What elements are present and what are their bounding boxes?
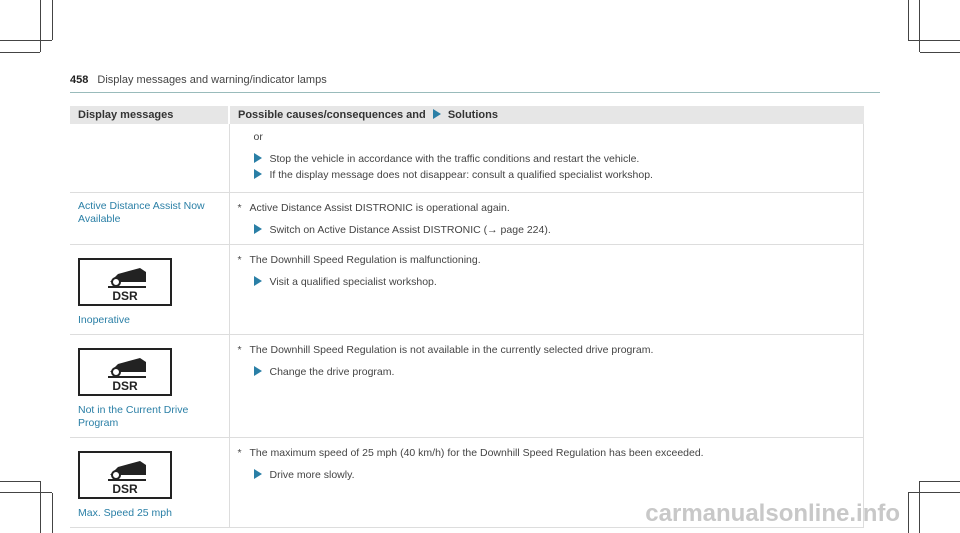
cause-item: * The Downhill Speed Regulation is malfunctioning. bbox=[237, 253, 481, 266]
cause-text: Active Distance Assist DISTRONIC is operational again. bbox=[249, 201, 510, 214]
solution-step bbox=[254, 366, 856, 379]
page-header bbox=[70, 74, 870, 90]
message-cell bbox=[70, 437, 229, 527]
crop-mark bbox=[52, 0, 53, 40]
solution-text: Change the drive program. bbox=[269, 365, 395, 378]
dsr-icon-label: DSR bbox=[112, 288, 138, 303]
message-text: Inoperative bbox=[78, 313, 130, 326]
cause-item: * The Downhill Speed Regulation is not available in the currently selected drive program. bbox=[237, 343, 654, 356]
solution-arrow-icon bbox=[254, 153, 262, 163]
header-divider bbox=[70, 92, 880, 93]
solution-text: Stop the vehicle in accordance with the traffic conditions and restart the vehicle. bbox=[269, 153, 640, 165]
message-cell bbox=[70, 124, 229, 192]
dsr-warning-icon bbox=[78, 451, 172, 499]
display-messages-table bbox=[70, 106, 864, 528]
crop-mark bbox=[919, 0, 920, 52]
message-cell bbox=[70, 192, 229, 244]
crop-mark bbox=[40, 481, 41, 533]
dsr-icon-label: DSR bbox=[112, 378, 138, 393]
column-header-solutions-text: Solutions bbox=[447, 109, 498, 121]
crop-mark bbox=[908, 0, 909, 40]
column-header-causes bbox=[229, 106, 864, 124]
message-cell bbox=[70, 334, 229, 437]
cause-cell bbox=[229, 244, 864, 334]
message-text: Active Distance Assist Now Available bbox=[78, 199, 205, 225]
solution-arrow-icon bbox=[254, 224, 262, 234]
table-row bbox=[70, 192, 864, 244]
crop-mark bbox=[908, 40, 960, 41]
crop-mark bbox=[40, 0, 41, 52]
message-text: Not in the Current Drive Program bbox=[78, 403, 189, 429]
column-header-messages: Display messages bbox=[70, 106, 229, 124]
table-row bbox=[70, 124, 864, 192]
solution-arrow-icon bbox=[254, 276, 262, 286]
table-row bbox=[70, 244, 864, 334]
cause-item: * Active Distance Assist DISTRONIC is operational again. bbox=[237, 201, 510, 214]
watermark: carmanualsonline.info bbox=[645, 500, 900, 527]
crop-mark bbox=[908, 493, 909, 533]
dsr-warning-icon bbox=[78, 348, 172, 396]
crop-mark bbox=[52, 493, 53, 533]
solution-arrow-icon bbox=[254, 169, 262, 179]
message-text: Max. Speed 25 mph bbox=[78, 506, 172, 519]
solution-text: If the display message does not disappear: consult a qualified specialist workshop. bbox=[269, 169, 653, 181]
cause-text: The Downhill Speed Regulation is not available in the currently selected drive program. bbox=[249, 343, 654, 356]
solution-text: Visit a qualified specialist workshop. bbox=[269, 275, 437, 288]
solution-step bbox=[254, 224, 856, 237]
crop-mark bbox=[0, 492, 52, 493]
cause-cell bbox=[229, 334, 864, 437]
table-row bbox=[70, 334, 864, 437]
dsr-warning-icon bbox=[78, 258, 172, 306]
crop-mark bbox=[919, 481, 920, 533]
crop-mark bbox=[920, 52, 960, 53]
dsr-icon-label: DSR bbox=[112, 481, 138, 496]
crop-mark bbox=[920, 481, 960, 482]
message-cell bbox=[70, 244, 229, 334]
page-number: 458 bbox=[70, 74, 89, 86]
solution-step bbox=[254, 169, 856, 182]
solution-step bbox=[254, 469, 856, 482]
cause-cell bbox=[229, 124, 864, 192]
column-header-causes-text: Possible causes/consequences and bbox=[238, 109, 426, 121]
or-text: or bbox=[253, 131, 263, 143]
crop-mark bbox=[908, 492, 960, 493]
cause-cell bbox=[229, 192, 864, 244]
solution-step bbox=[254, 153, 856, 166]
solution-arrow-icon bbox=[254, 366, 262, 376]
solution-text: Drive more slowly. bbox=[269, 468, 355, 481]
crop-mark bbox=[0, 481, 40, 482]
cause-text: The maximum speed of 25 mph (40 km/h) for the Downhill Speed Regulation has been exceeded. bbox=[249, 446, 704, 459]
crop-mark bbox=[0, 40, 52, 41]
solution-text: Switch on Active Distance Assist DISTRONIC (→ page 224). bbox=[269, 223, 551, 236]
crop-mark bbox=[0, 52, 40, 53]
solution-arrow-icon bbox=[433, 109, 441, 119]
table-header-row bbox=[70, 106, 864, 124]
page-title: Display messages and warning/indicator lamps bbox=[97, 74, 327, 86]
solution-arrow-icon bbox=[254, 469, 262, 479]
cause-item: * The maximum speed of 25 mph (40 km/h) for the Downhill Speed Regulation has been exceeded. bbox=[237, 446, 704, 459]
cause-text: The Downhill Speed Regulation is malfunctioning. bbox=[249, 253, 481, 266]
solution-step bbox=[254, 276, 856, 289]
